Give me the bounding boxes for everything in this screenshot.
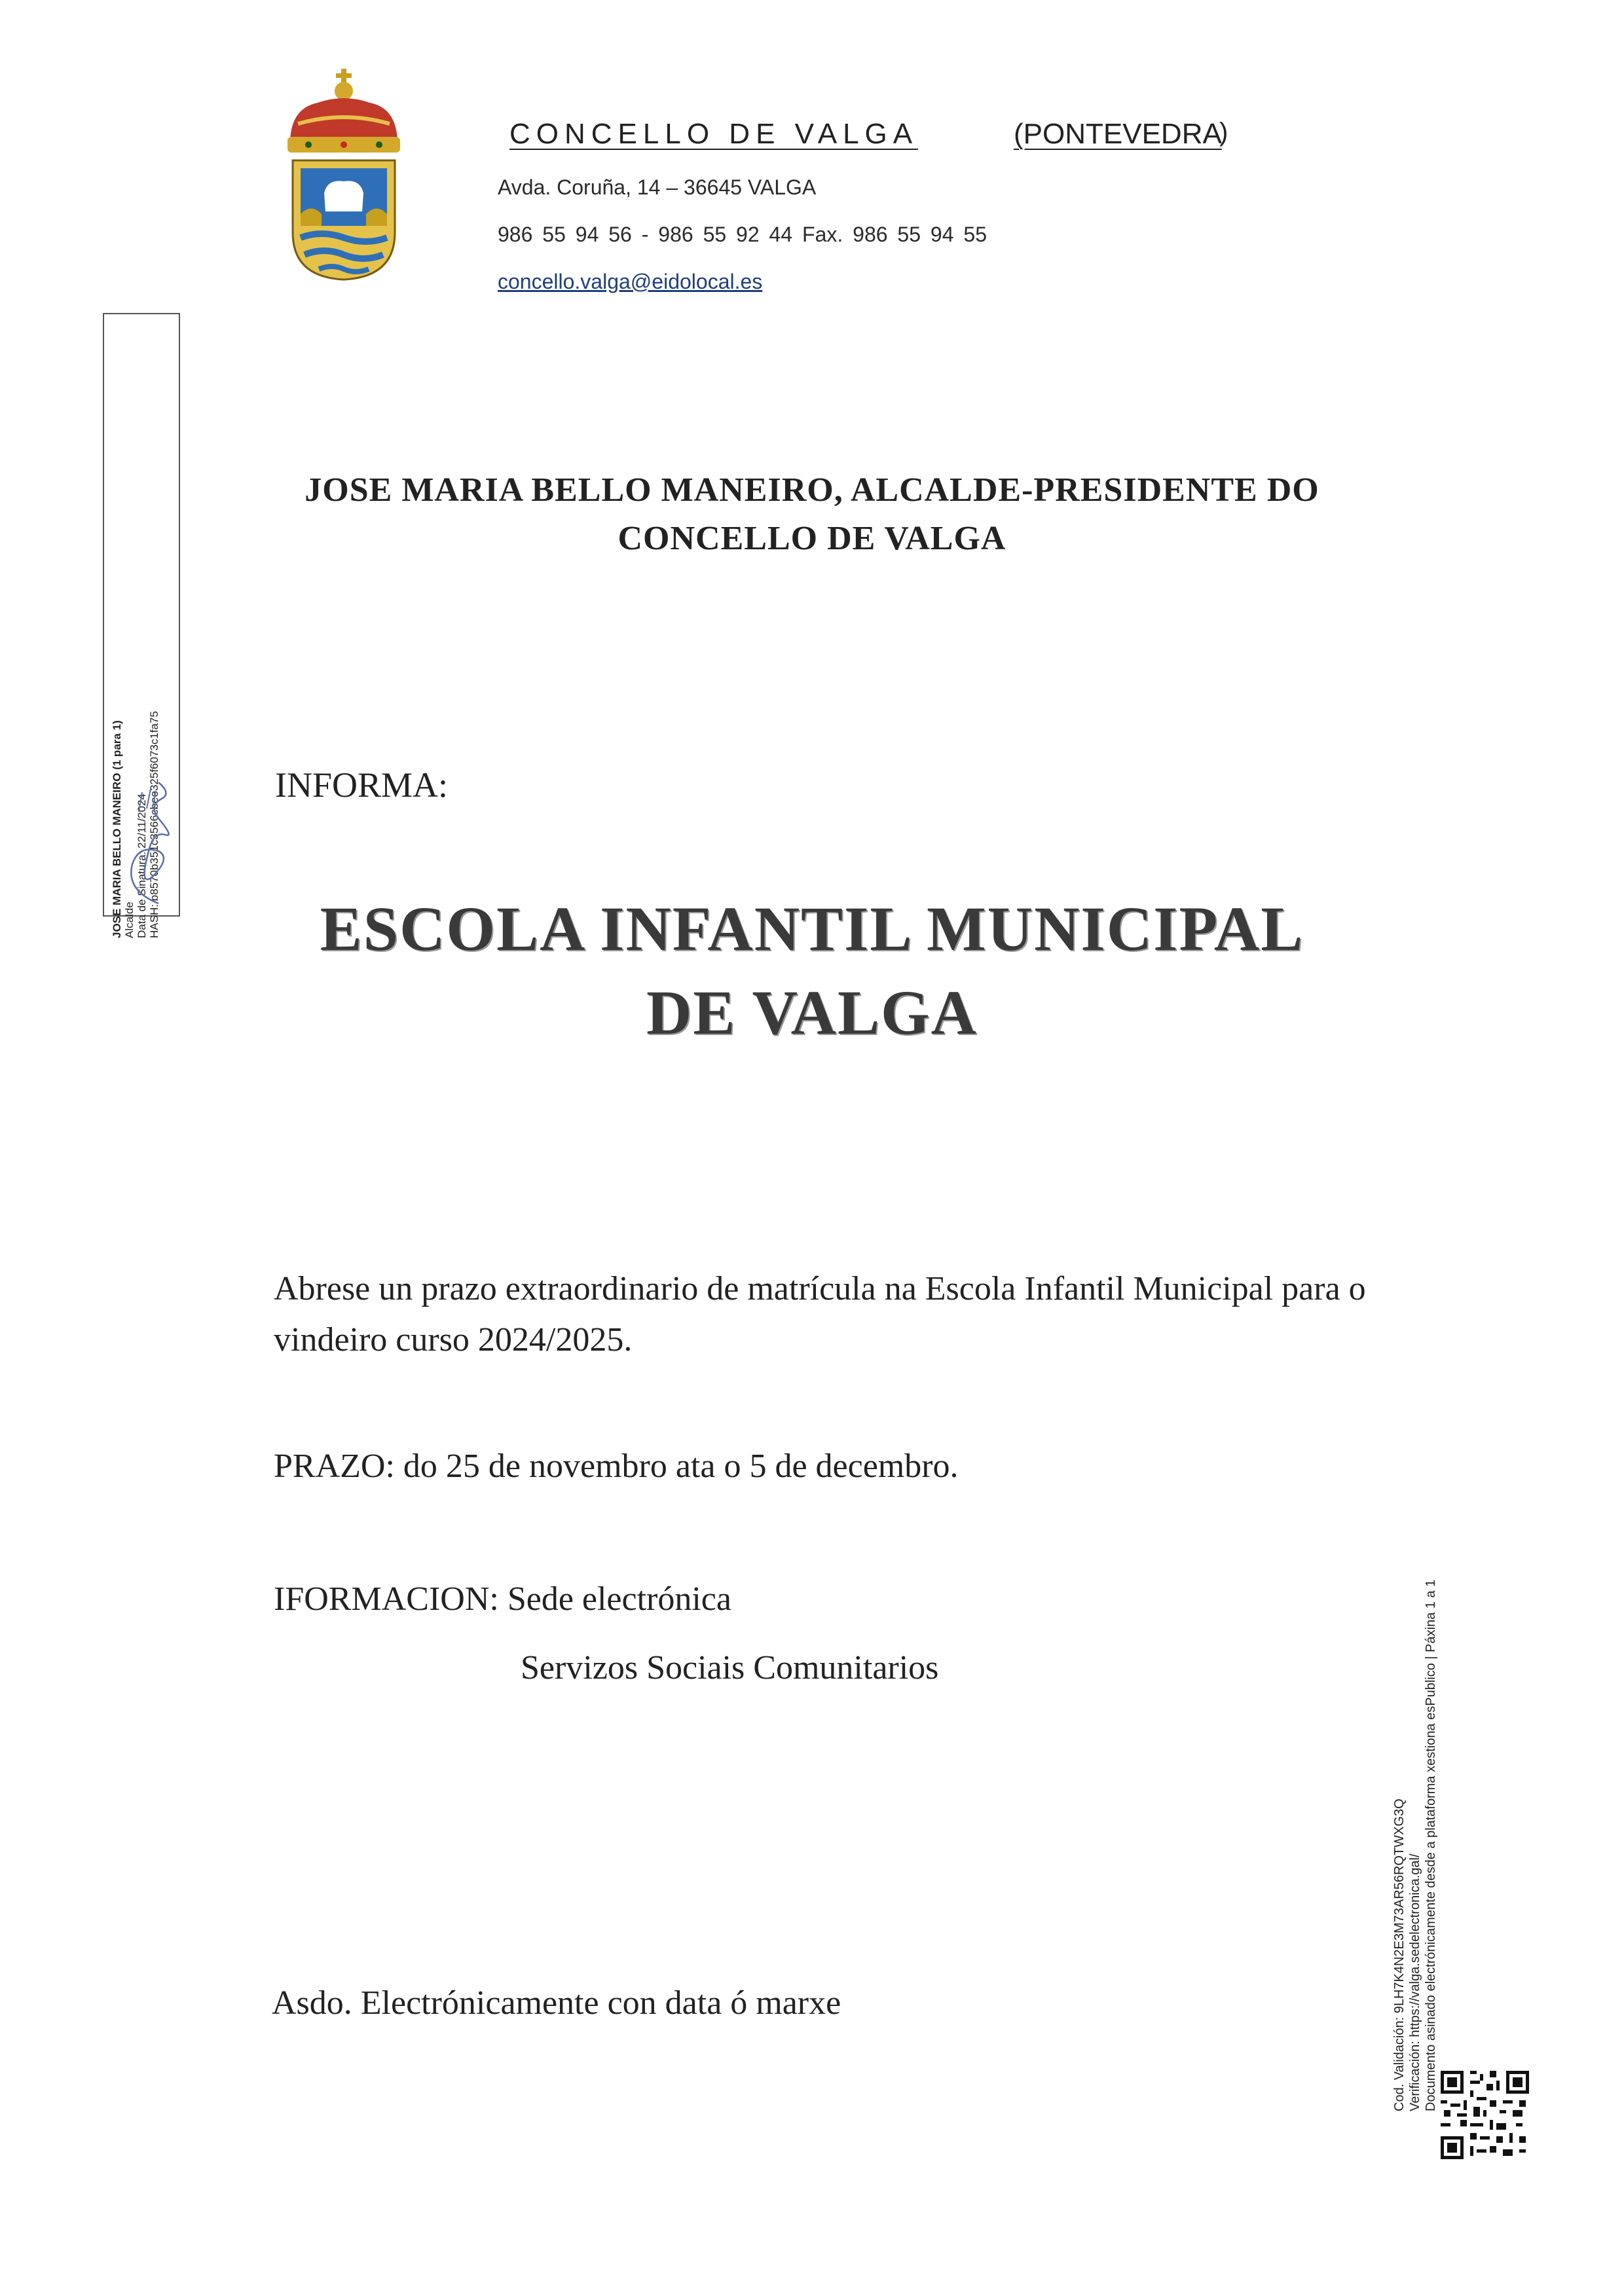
information-line-2: Servizos Sociais Comunitarios	[521, 1649, 939, 1686]
authority-heading	[196, 466, 1428, 563]
document-title	[196, 887, 1428, 1055]
validation-code: Cod. Validación: 9LH7K4N2E3M73AR56RQTWXG3Q	[1392, 1798, 1407, 2111]
title-line-1: ESCOLA INFANTIL MUNICIPAL	[320, 894, 1304, 964]
validation-note: Documento asinado electrónicamente desde a plataforma xestiona esPublico | Páxina 1 a 1	[1424, 1579, 1438, 2111]
title-line-2: DE VALGA	[646, 977, 978, 1048]
municipal-crest-logo	[278, 69, 409, 282]
informa-label: INFORMA:	[275, 765, 449, 805]
deadline-line: PRAZO: do 25 de novembro ata o 5 de decembro.	[274, 1448, 959, 1485]
header-email-link[interactable]: concello.valga@eidolocal.es	[498, 270, 763, 293]
stamp-signer: JOSE MARIA BELLO MANEIRO (1 para 1)	[111, 720, 123, 938]
announcement-paragraph: Abrese un prazo extraordinario de matrícula na Escola Infantil Municipal para o vindeiro curso 2024/2025.	[274, 1270, 1366, 1358]
header-province-paren: )	[1219, 118, 1228, 147]
authority-line-2: CONCELLO DE VALGA	[618, 520, 1006, 557]
authority-line-1: JOSE MARIA BELLO MANEIRO, ALCALDE-PRESIDENTE DO	[304, 471, 1320, 509]
handwritten-signature	[113, 773, 178, 910]
stamp-role: Alcalde	[123, 902, 136, 938]
qr-code-icon[interactable]	[1441, 2071, 1529, 2159]
header-phones: 986 55 94 56 - 986 55 92 44 Fax. 986 55 94 55	[498, 223, 987, 246]
signed-electronically-line: Asdo. Electrónicamente con data ó marxe	[272, 1984, 841, 2022]
information-line-1: IFORMACION: Sede electrónica	[274, 1580, 731, 1618]
header-address: Avda. Coruña, 14 – 36645 VALGA	[498, 175, 817, 199]
validation-margin-text	[1392, 1522, 1470, 2111]
validation-verify-url[interactable]: Verificación: https://valga.sedelectronica.gal/	[1408, 1853, 1422, 2111]
stamp-hash: HASH: b8570b351c3566cbee325f6073c1fa75	[148, 711, 160, 938]
header-org-name: CONCELLO DE VALGA	[509, 118, 919, 150]
stamp-date: Data de Sinatura: 22/11/2024	[136, 793, 148, 938]
header-province: (PONTEVEDRA	[1014, 118, 1222, 150]
